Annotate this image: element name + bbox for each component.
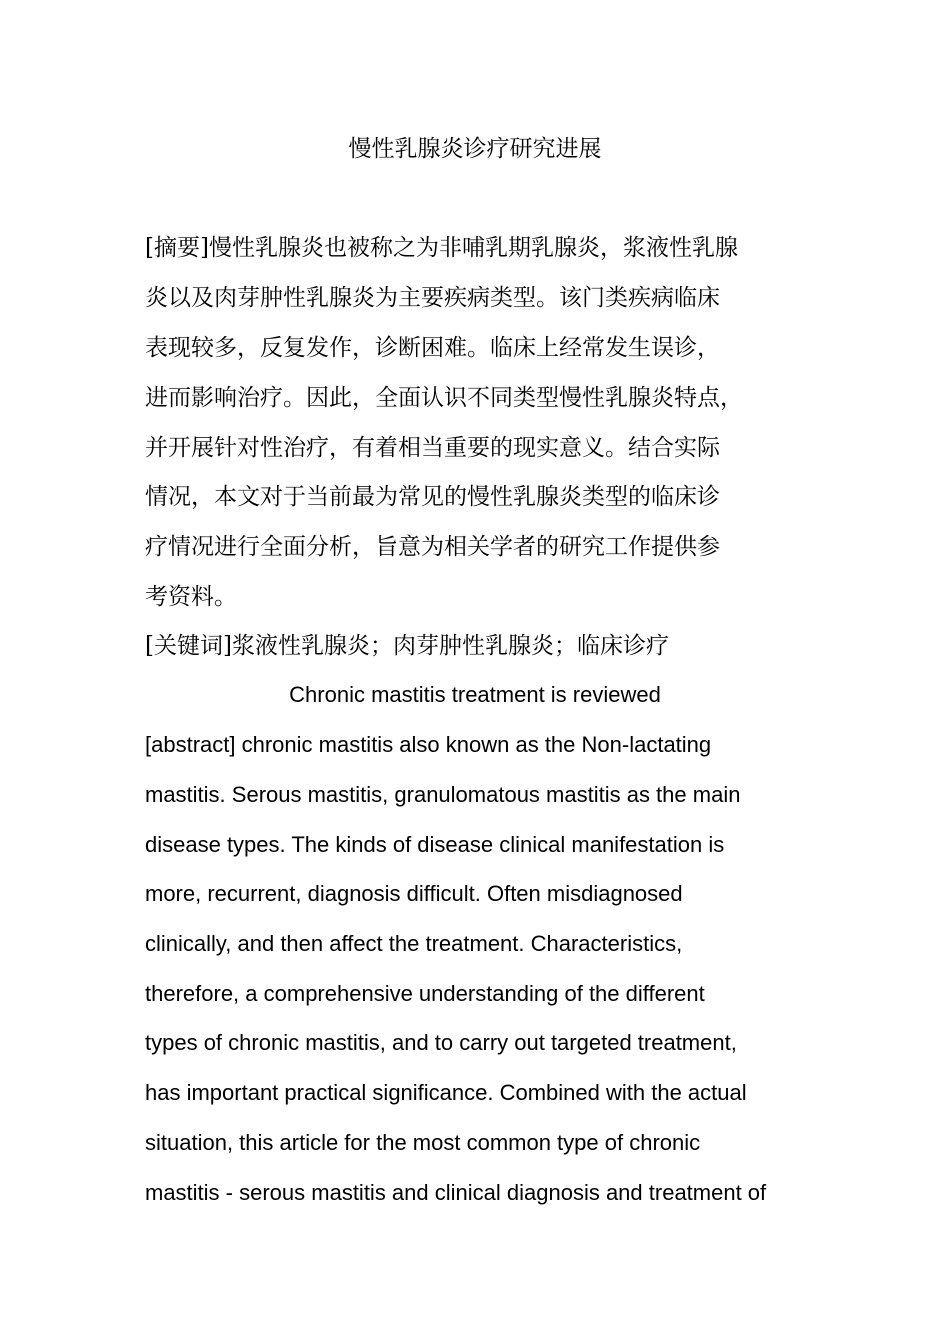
english-abstract-line: has important practical significance. Combined with the actual <box>145 1080 747 1105</box>
chinese-abstract-line: 考资料。 <box>145 584 237 610</box>
chinese-abstract-line: 进而影响治疗。因此，全面认识不同类型慢性乳腺炎特点， <box>145 385 743 411</box>
chinese-abstract-line: 炎以及肉芽肿性乳腺炎为主要疾病类型。该门类疾病临床 <box>145 285 720 311</box>
chinese-abstract-line: [摘要]慢性乳腺炎也被称之为非哺乳期乳腺炎，浆液性乳腺 <box>145 235 738 261</box>
english-abstract-line: [abstract] chronic mastitis also known as the Non-lactating <box>145 732 712 757</box>
chinese-title: 慢性乳腺炎诊疗研究进展 <box>348 136 602 162</box>
chinese-abstract-line: 表现较多，反复发作，诊断困难。临床上经常发生误诊， <box>145 335 720 361</box>
english-title: Chronic mastitis treatment is reviewed <box>289 682 661 707</box>
english-abstract-line: disease types. The kinds of disease clinical manifestation is <box>145 832 725 857</box>
english-abstract-line: situation, this article for the most common type of chronic <box>145 1130 701 1155</box>
english-abstract-line: clinically, and then affect the treatment. Characteristics, <box>145 931 683 956</box>
chinese-keywords: [关键词]浆液性乳腺炎；肉芽肿性乳腺炎；临床诊疗 <box>145 633 669 659</box>
english-abstract-line: mastitis. Serous mastitis, granulomatous mastitis as the main <box>145 782 741 807</box>
english-abstract-line: mastitis - serous mastitis and clinical diagnosis and treatment of <box>145 1180 767 1205</box>
english-abstract-line: types of chronic mastitis, and to carry out targeted treatment, <box>145 1030 737 1055</box>
chinese-abstract-line: 并开展针对性治疗，有着相当重要的现实意义。结合实际 <box>145 435 720 461</box>
chinese-abstract-line: 疗情况进行全面分析，旨意为相关学者的研究工作提供参 <box>145 534 720 560</box>
english-abstract-line: more, recurrent, diagnosis difficult. Often misdiagnosed <box>145 881 683 906</box>
english-abstract-line: therefore, a comprehensive understanding of the different <box>145 981 705 1006</box>
chinese-abstract-line: 情况，本文对于当前最为常见的慢性乳腺炎类型的临床诊 <box>145 484 720 510</box>
